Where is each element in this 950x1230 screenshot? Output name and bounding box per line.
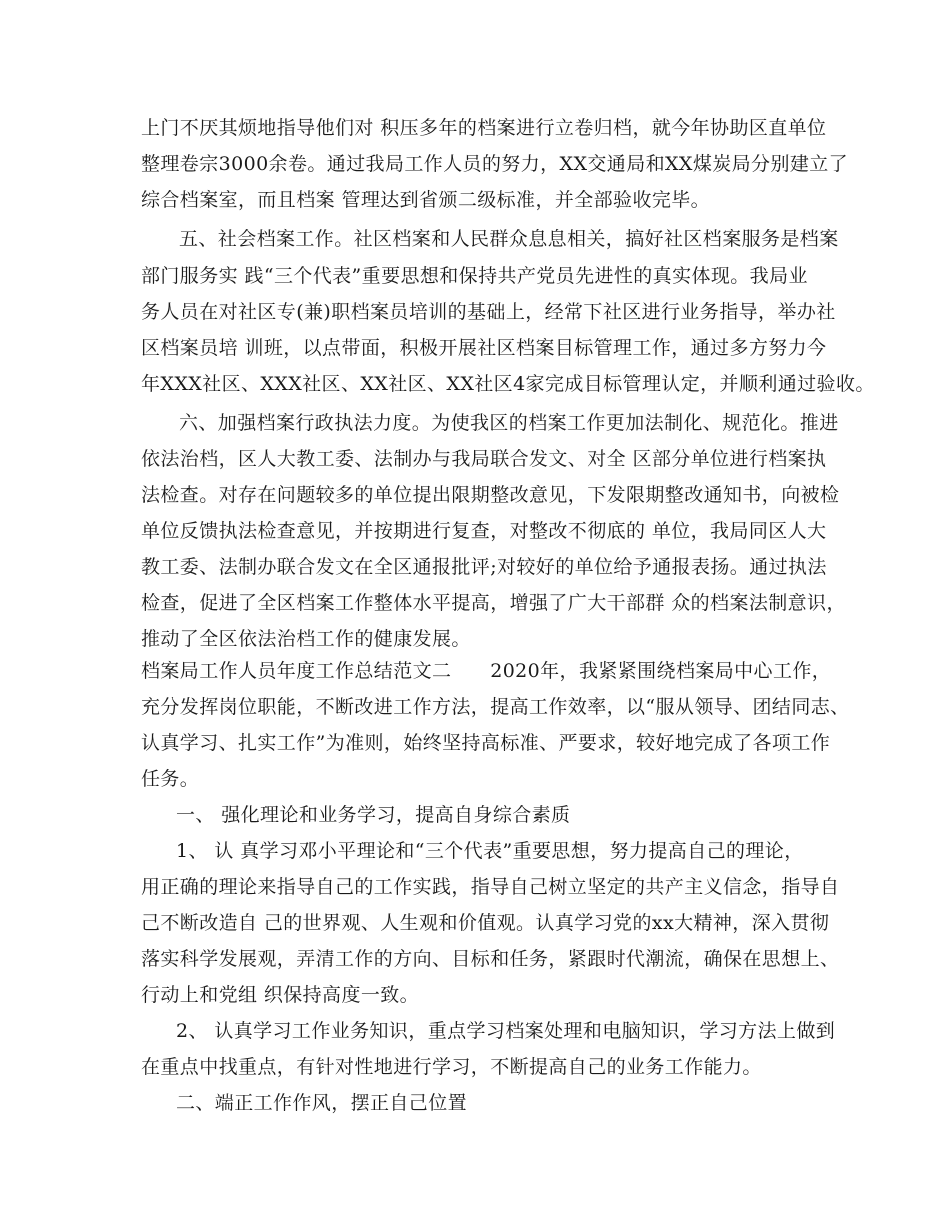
section-title-line: 档案局工作人员年度工作总结范文二 2020年，我紧紧围绕档案局中心工作， <box>141 660 832 682</box>
text-line: 认真学习、扎实工作”为准则，始终坚持高标准、严要求，较好地完成了各项工作 <box>141 732 831 754</box>
paragraph-heading-6: 六、加强档案行政执法力度。为使我区的档案工作更加法制化、规范化。推进 <box>179 412 839 434</box>
text-line: 上门不厌其烦地指导他们对 积压多年的档案进行立卷归档，就今年协助区直单位 <box>141 117 827 139</box>
text-line: 依法治档，区人大教工委、法制办与我局联合发文、对全 区部分单位进行档案执 <box>141 448 827 470</box>
text-line: 法检查。对存在问题较多的单位提出限期整改意见，下发限期整改通知书，向被检 <box>141 484 840 506</box>
text-line: 己不断改造自 己的世界观、人生观和价值观。认真学习党的xx大精神，深入贯彻 <box>141 912 830 934</box>
text-line: 用正确的理论来指导自己的工作实践，指导自己树立坚定的共产主义信念，指导自 <box>141 876 840 898</box>
text-line: 整理卷宗3000余卷。通过我局工作人员的努力，XX交通局和XX煤炭局分别建立了 <box>141 153 849 175</box>
list-item-1: 1、 认 真学习邓小平理论和“三个代表”重要思想，努力提高自己的理论， <box>176 840 804 862</box>
text-line: 综合档案室，而且档案 管理达到省颁二级标准，并全部验收完毕。 <box>141 189 711 211</box>
text-line: 落实科学发展观，弄清工作的方向、目标和任务，紧跟时代潮流，确保在思想上、 <box>141 948 840 970</box>
text-line: 任务。 <box>141 768 200 790</box>
list-item-2: 2、 认真学习工作业务知识，重点学习档案处理和电脑知识，学习方法上做到 <box>176 1020 836 1042</box>
text-line: 部门服务实 践“三个代表”重要思想和保持共产党员先进性的真实体现。我局业 <box>141 265 808 287</box>
text-line: 检查，促进了全区档案工作整体水平提高，增强了广大干部群 众的档案法制意识， <box>141 592 846 614</box>
text-line: 在重点中找重点，有针对性地进行学习，不断提高自己的业务工作能力。 <box>141 1056 762 1078</box>
text-line: 务人员在对社区专(兼)职档案员培训的基础上，经常下社区进行业务指导，举办社 <box>141 301 836 323</box>
paragraph-heading-5: 五、社会档案工作。社区档案和人民群众息息相关，搞好社区档案服务是档案 <box>179 228 839 250</box>
text-line: 单位反馈执法检查意见，并按期进行复查，对整改不彻底的 单位，我局同区人大 <box>141 520 827 542</box>
text-line: 充分发挥岗位职能，不断改进工作方法，提高工作效率，以“服从领导、团结同志、 <box>141 696 850 718</box>
text-line: 推动了全区依法治档工作的健康发展。 <box>141 628 471 650</box>
subheading-2: 二、端正工作作风，摆正自己位置 <box>176 1092 468 1114</box>
text-line: 教工委、法制办联合发文在全区通报批评;对较好的单位给予通报表扬。通过执法 <box>141 556 827 578</box>
text-line: 年XXX社区、XXX社区、XX社区、XX社区4家完成目标管理认定，并顺利通过验收。 <box>141 373 875 395</box>
text-line: 区档案员培 训班，以点带面，积极开展社区档案目标管理工作，通过多方努力今 <box>141 337 827 359</box>
text-line: 行动上和党组 织保持高度一致。 <box>141 984 420 1006</box>
subheading-1: 一、 强化理论和业务学习，提高自身综合素质 <box>176 804 571 826</box>
